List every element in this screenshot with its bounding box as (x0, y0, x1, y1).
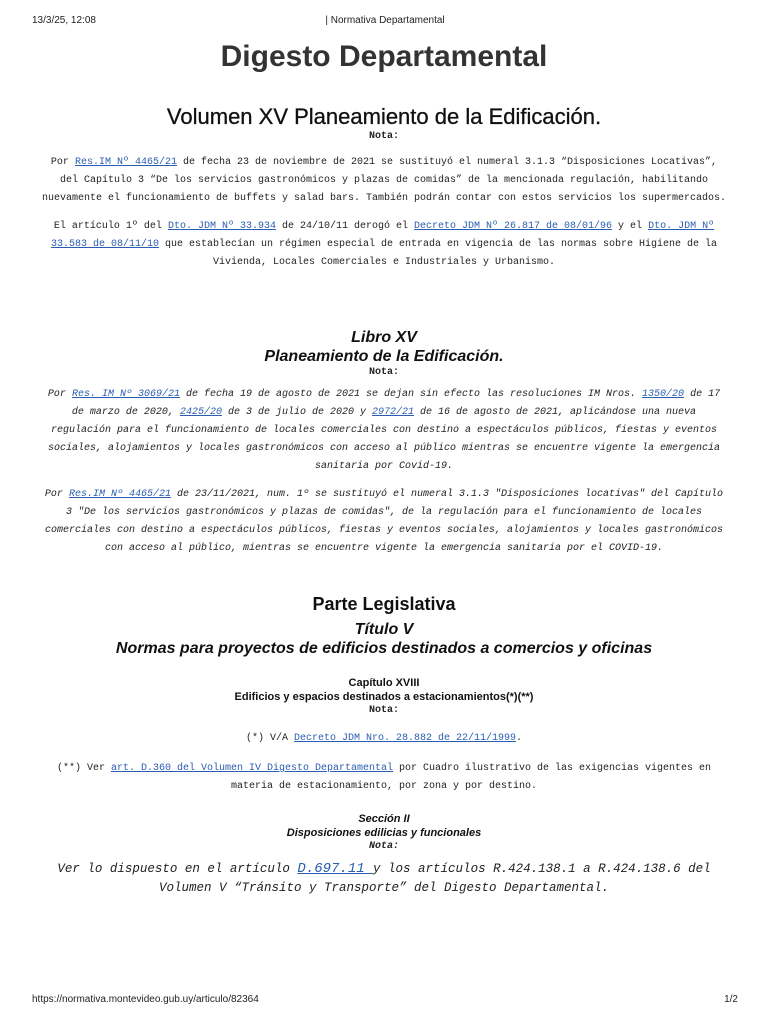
capitulo-note-1: (*) V/A Decreto JDM Nro. 28.882 de 22/11/1999. (245, 733, 523, 744)
volume-note-paragraph-2: El artículo 1º del Dto. JDM Nº 33.934 de 24/10/11 derogó el Decreto JDM Nº 26.817 de 08/01/96 y el Dto. JDM Nº 33.583 de 08/11/10 que establecían un régimen especial de entrada en vigencia de las normas sobre Higiene de la Vivienda, Locales Comerciales e Industriales y Urbanismo. (50, 221, 718, 268)
link-2972-21[interactable]: 2972/21 (372, 407, 415, 418)
link-dto-jdm-33934[interactable]: Dto. JDM Nº 33.934 (167, 221, 276, 232)
link-res-im-3069-21[interactable]: Res. IM Nº 3069/21 (71, 389, 180, 400)
capitulo-note-2: (**) Ver art. D.360 del Volumen IV Digesto Departamental por Cuadro ilustrativo de las exigencias vigentes en materia de estacionamiento, por zona y por destino. (56, 763, 712, 792)
main-title: Digesto Departamental (220, 40, 548, 73)
link-res-im-4465-21[interactable]: Res.IM Nº 4465/21 (74, 157, 177, 168)
nota-label: Nota: (368, 131, 399, 142)
link-d697-11[interactable]: D.697.11 (297, 861, 374, 877)
titulo-subtitle: Normas para proyectos de edificios destinados a comercios y oficinas (115, 640, 653, 657)
link-dto-jdm-33583[interactable]: Dto. JDM Nº 33.583 de 08/11/10 (50, 221, 715, 250)
seccion-subtitle: Disposiciones edilicias y funcionales (286, 827, 482, 839)
capitulo-subtitle: Edificios y espacios destinados a estacionamientos(*)(**) (234, 691, 534, 703)
link-decreto-jdm-26817[interactable]: Decreto JDM Nº 26.817 de 08/01/96 (414, 221, 613, 232)
libro-title: Libro XV (351, 329, 417, 346)
capitulo-title: Capítulo XVIII (348, 677, 420, 689)
seccion-title: Sección II (358, 813, 410, 825)
print-footer (32, 994, 738, 1008)
link-2425-20[interactable]: 2425/20 (179, 407, 222, 418)
volume-title: Volumen XV Planeamiento de la Edificación. (166, 104, 602, 129)
libro-note-paragraph-1: Por Res. IM Nº 3069/21 de fecha 19 de agosto de 2021 se dejan sin efecto las resoluciones IM Nros. 1350/20 de 17 de marzo de 2020, 2425/20 de 3 de julio de 2020 y 2972/21 de 16 de agosto de 2021, aplicándose una nueva regulación para el funcionamiento de locales comerciales con destino a espectáculos públicos, fiestas y eventos sociales, alojamientos y locales gastronómicos con acceso al público mientras se encuentre vigente la emergencia sanitaria por Covid-19. (47, 389, 721, 472)
parte-title: Parte Legislativa (312, 594, 456, 614)
libro-subtitle: Planeamiento de la Edificación. (264, 348, 504, 365)
print-url: https://normativa.montevideo.gub.uy/articulo/82364 (32, 994, 259, 1005)
seccion-note: Ver lo dispuesto en el artículo D.697.11 y los artículos R.424.138.1 a R.424.138.6 del Volumen V “Tránsito y Transporte” del Digesto Departamental. (57, 861, 711, 895)
volume-note-paragraph-1: Por Res.IM Nº 4465/21 de fecha 23 de noviembre de 2021 se sustituyó el numeral 3.1.3 “Disposiciones Locativas”, del Capítulo 3 “De los servicios gastronómicos y plazas de comidas” de la mencionada regulación, habilitando nuevamente el funcionamiento de buffets y salad bars. También podrán contar con estos servicios los supermercados. (41, 157, 727, 204)
titulo-title: Título V (354, 621, 414, 638)
document-content (40, 36, 728, 898)
nota-label: Nota: (368, 367, 399, 378)
print-page-title: | Normativa Departamental (325, 15, 445, 26)
print-datetime: 13/3/25, 12:08 (32, 15, 96, 26)
nota-label: Nota: (368, 841, 399, 852)
link-res-im-4465-21-b[interactable]: Res.IM Nº 4465/21 (68, 489, 171, 500)
print-header (32, 15, 738, 29)
link-decreto-jdm-28882[interactable]: Decreto JDM Nro. 28.882 de 22/11/1999 (293, 733, 517, 744)
link-art-d360[interactable]: art. D.360 del Volumen IV Digesto Departamental (110, 763, 393, 774)
print-page-number: 1/2 (724, 994, 738, 1005)
nota-label: Nota: (368, 705, 399, 716)
libro-note-paragraph-2: Por Res.IM Nº 4465/21 de 23/11/2021, num. 1º se sustituyó el numeral 3.1.3 "Disposiciones locativas" del Capítulo 3 "De los servicios gastronómicos y plazas de comidas", de la regulación para el funcionamiento de locales comerciales con destino a espectáculos públicos, fiestas y eventos sociales, alojamientos y locales gastronómicos con acceso al público, mientras se encuentre vigente la emergencia sanitaria por el COVID-19. (44, 489, 724, 554)
link-1350-20[interactable]: 1350/20 (642, 389, 685, 400)
